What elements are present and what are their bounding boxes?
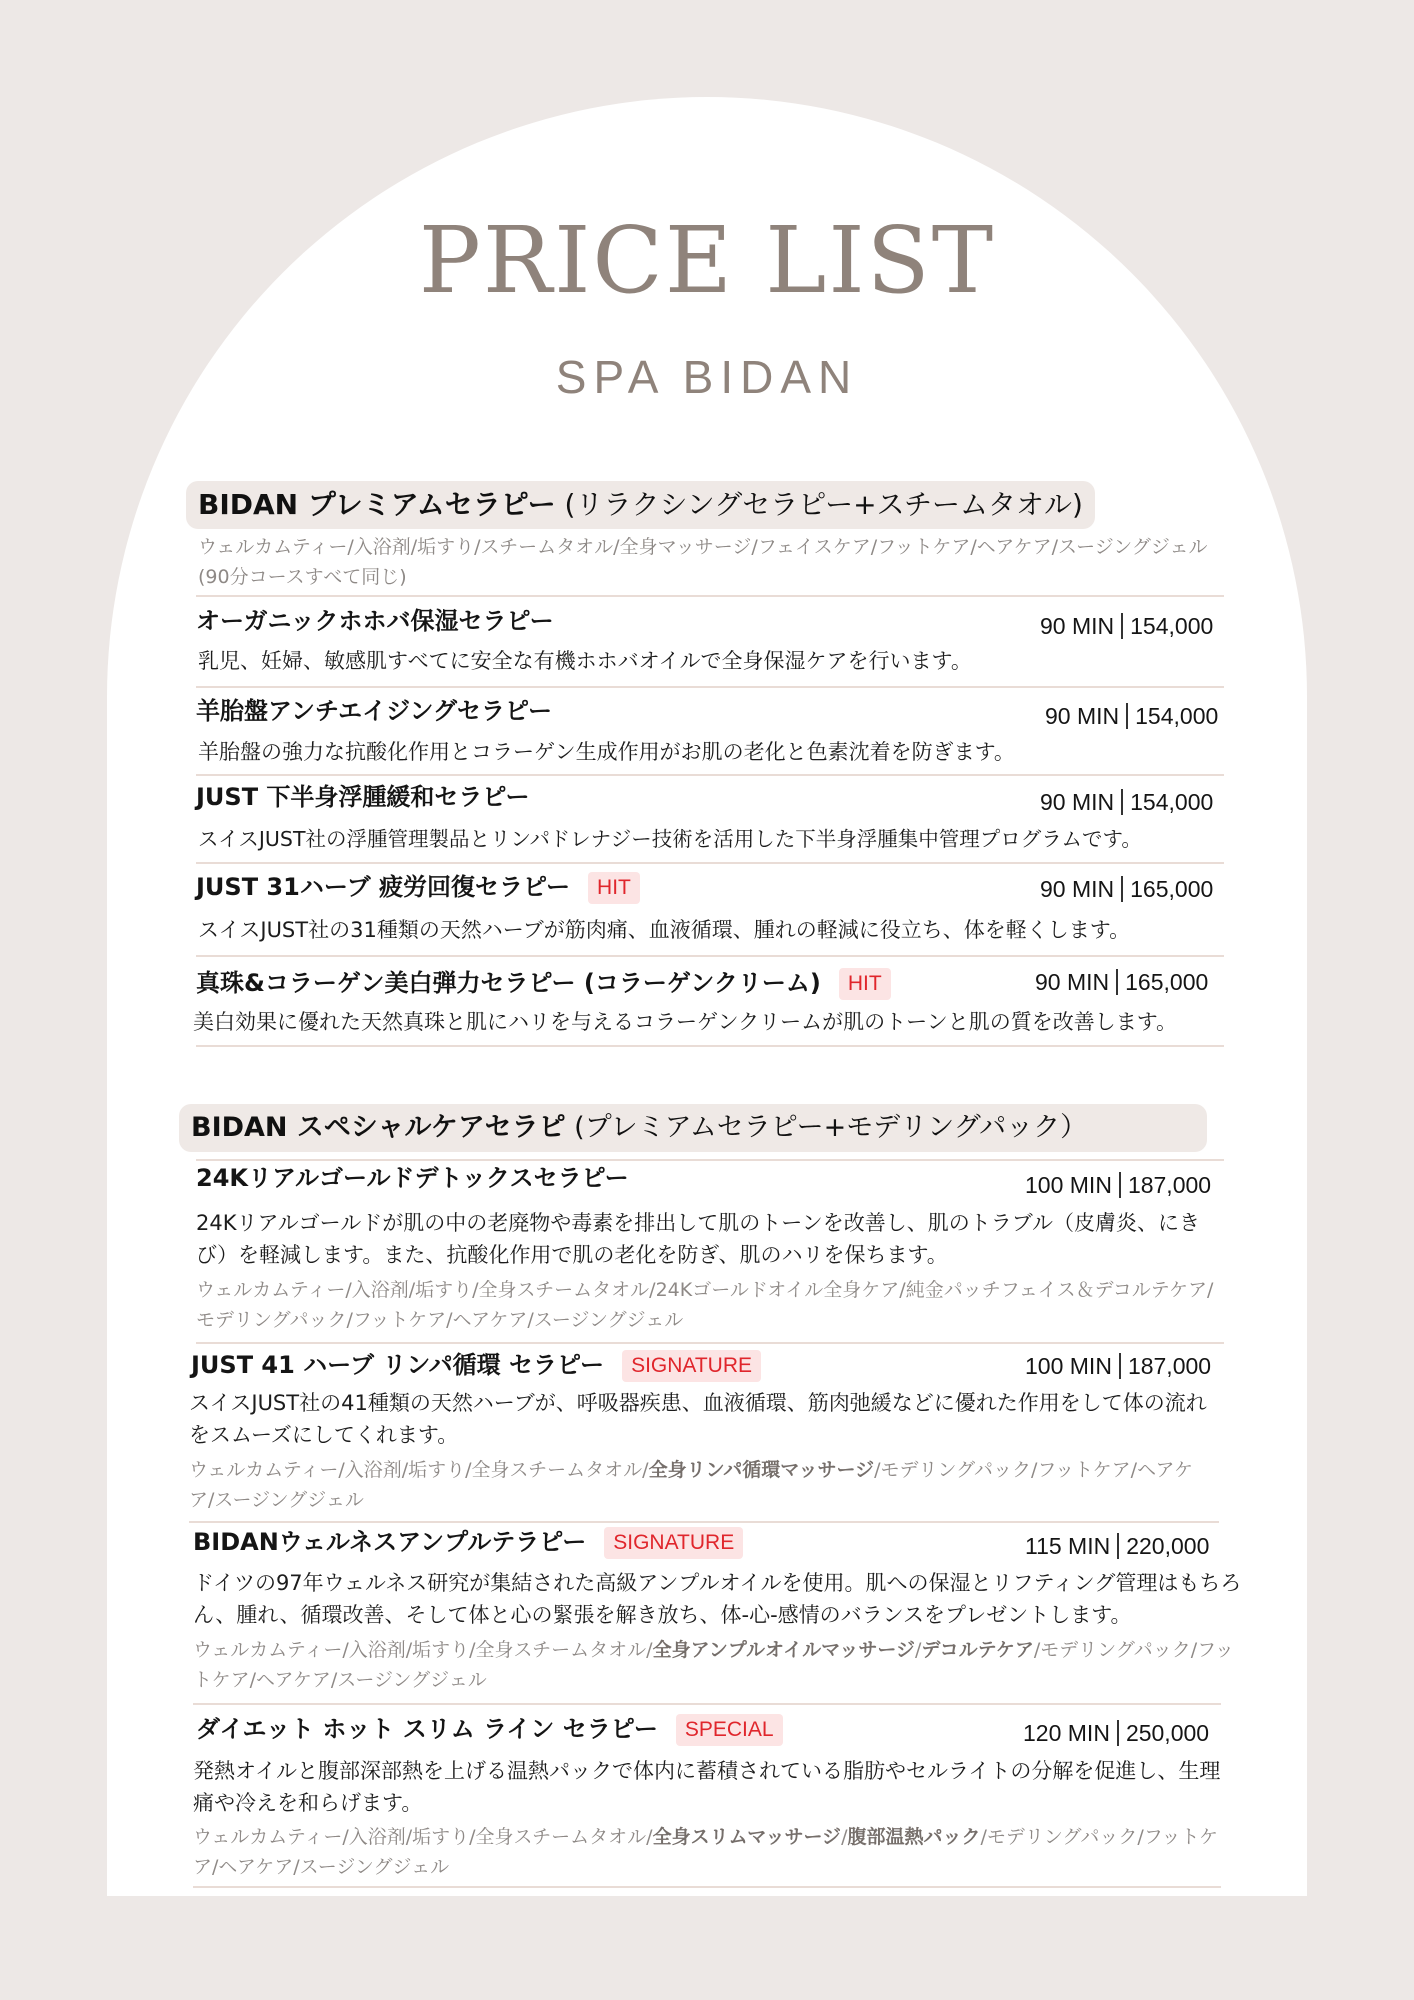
duration: 120 MIN [1023, 1720, 1110, 1746]
includes-highlight: 全身アンプルオイルマッサージ [652, 1639, 915, 1661]
includes-highlight: 全身スリムマッサージ [652, 1826, 842, 1848]
price-value: 165,000 [1125, 969, 1209, 995]
section-includes: ウェルカムティー/入浴剤/垢すり/スチームタオル/全身マッサージ/フェイスケア/フットケア/ヘアケア/スージングジェル (90分コースすべて同じ) [198, 536, 1208, 588]
menu-item-price [1045, 700, 1218, 732]
price-separator [1119, 1172, 1121, 1198]
menu-item-includes: ウェルカムティー/入浴剤/垢すり/全身スチームタオル/24Kゴールドオイル全身ケア/純金パッチフェイス＆デコルテケア/モデリングパック/フットケア/ヘアケア/スージングジェル [196, 1279, 1214, 1331]
duration: 100 MIN [1025, 1172, 1112, 1198]
signature-badge: SIGNATURE [604, 1527, 743, 1559]
divider [196, 686, 1224, 688]
menu-item-price [1035, 966, 1208, 998]
divider [196, 1045, 1224, 1047]
includes-highlight: デコルテケア [921, 1639, 1034, 1661]
divider [193, 1886, 1221, 1888]
menu-item-name: オーガニックホホバ保湿セラピー [196, 607, 554, 635]
price-value: 187,000 [1127, 1172, 1212, 1198]
price-value: 187,000 [1127, 1353, 1212, 1379]
section-heading-premium [186, 481, 1095, 529]
includes-text: / [841, 1826, 848, 1848]
menu-item-includes [189, 1455, 1209, 1515]
menu-item-name [196, 1712, 783, 1746]
duration: 90 MIN [1040, 876, 1115, 902]
divider [196, 862, 1224, 864]
menu-item-name: 24Kリアルゴールドデトックスセラピー [196, 1164, 629, 1192]
menu-item-name: JUST 下半身浮腫緩和セラピー [196, 783, 530, 811]
hit-badge: HIT [588, 872, 640, 904]
price-separator [1119, 1353, 1121, 1379]
divider [189, 1521, 1219, 1523]
price-value: 165,000 [1130, 876, 1214, 902]
includes-text: /モデリングパック/フットケア/ヘアケア/スージングジェル [193, 1826, 1219, 1878]
menu-item-price [1025, 1350, 1211, 1382]
duration: 90 MIN [1035, 969, 1110, 995]
price-separator [1117, 1533, 1119, 1559]
includes-highlight: 腹部温熱パック [847, 1826, 981, 1848]
includes-text: ウェルカムティー/入浴剤/垢すり/全身スチームタオル/ [193, 1826, 653, 1848]
duration: 115 MIN [1025, 1533, 1111, 1559]
menu-item-description: 発熱オイルと腹部深部熱を上げる温熱パックで体内に蓄積されている脂肪やセルライトの分解を促進し、生理痛や冷えを和らげます。 [193, 1759, 1221, 1815]
menu-item-price [1040, 610, 1213, 642]
price-separator [1121, 613, 1123, 639]
menu-item-name-text: BIDANウェルネスアンプルテラピー [193, 1528, 587, 1556]
menu-item-name [196, 870, 640, 904]
menu-item-name-text: JUST 41 ハーブ リンパ循環 セラピー [191, 1351, 605, 1379]
includes-text: /モデリングパック/フットケア/ヘアケア/スージングジェル [193, 1639, 1234, 1691]
special-badge: SPECIAL [676, 1714, 783, 1746]
menu-item-description: スイスJUST社の41種類の天然ハーブが、呼吸器疾患、血液循環、筋肉弛緩などに優れた作用をして体の流れをスムーズにしてくれます。 [189, 1391, 1207, 1447]
menu-item-name [193, 1525, 743, 1559]
price-value: 220,000 [1126, 1533, 1210, 1559]
price-value: 250,000 [1125, 1720, 1210, 1746]
menu-item-price [1025, 1169, 1211, 1201]
page-title: PRICE LIST [418, 207, 996, 314]
divider [196, 774, 1224, 776]
menu-item-price [1040, 786, 1213, 818]
divider [196, 595, 1224, 597]
menu-item-name [196, 966, 891, 1000]
includes-text: /モデリングパック/フットケア/ヘアケア/スージングジェル [189, 1459, 1193, 1511]
price-separator [1116, 969, 1118, 995]
menu-item-name-text: 真珠&コラーゲン美白弾力セラピー (コラーゲンクリーム) [196, 969, 821, 997]
hit-badge: HIT [839, 968, 891, 1000]
price-separator [1117, 1720, 1119, 1746]
duration: 90 MIN [1045, 703, 1120, 729]
page-subtitle: SPA BIDAN [555, 351, 859, 403]
divider [193, 1703, 1221, 1705]
menu-item-description: 羊胎盤の強力な抗酸化作用とコラーゲン生成作用がお肌の老化と色素沈着を防ぎます。 [198, 740, 1015, 764]
section-heading-bold: BIDAN スペシャルケアセラピ [191, 1112, 566, 1143]
menu-item-description: 乳児、妊婦、敏感肌すべてに安全な有機ホホバオイルで全身保湿ケアを行います。 [198, 649, 972, 673]
section-heading-rest: (プレミアムセラピー+モデリングパック） [565, 1112, 1088, 1143]
menu-item-price [1023, 1717, 1209, 1749]
includes-highlight: 全身リンパ循環マッサージ [648, 1459, 875, 1481]
menu-item-name-text: ダイエット ホット スリム ライン セラピー [196, 1715, 658, 1743]
menu-item-description: ドイツの97年ウェルネス研究が集結された高級アンプルオイルを使用。肌への保湿とリフティング管理はもちろん、腫れ、循環改善、そして体と心の緊張を解き放ち、体-心-感情のバランスをプレゼントします。 [193, 1571, 1242, 1627]
signature-badge: SIGNATURE [622, 1350, 761, 1382]
menu-item-description: 美白効果に優れた天然真珠と肌にハリを与えるコラーゲンクリームが肌のトーンと肌の質を改善します。 [193, 1010, 1178, 1034]
price-separator [1126, 703, 1128, 729]
menu-item-name [191, 1348, 761, 1382]
price-separator [1121, 789, 1123, 815]
menu-item-description: スイスJUST社の31種類の天然ハーブが筋肉痛、血液循環、腫れの軽減に役立ち、体を軽くします。 [198, 918, 1131, 942]
duration: 90 MIN [1040, 789, 1115, 815]
price-separator [1121, 876, 1123, 902]
menu-item-name-text: JUST 31ハーブ 疲労回復セラピー [196, 873, 571, 901]
section-heading-rest: (リラクシングセラピー+スチームタオル) [555, 488, 1083, 521]
menu-item-price [1040, 873, 1213, 905]
section-heading-special [179, 1104, 1207, 1152]
price-value: 154,000 [1135, 703, 1219, 729]
price-value: 154,000 [1130, 789, 1214, 815]
menu-item-name: 羊胎盤アンチエイジングセラピー [196, 697, 553, 725]
includes-text: ウェルカムティー/入浴剤/垢すり/全身スチームタオル/ [189, 1459, 649, 1481]
menu-item-price [1025, 1530, 1209, 1562]
divider [196, 1342, 1224, 1344]
menu-item-includes [193, 1635, 1238, 1695]
duration: 100 MIN [1025, 1353, 1112, 1379]
price-value: 154,000 [1130, 613, 1214, 639]
includes-text: ウェルカムティー/入浴剤/垢すり/全身スチームタオル/ [193, 1639, 653, 1661]
includes-text: / [914, 1639, 922, 1661]
menu-item-description: スイスJUST社の浮腫管理製品とリンパドレナジー技術を活用した下半身浮腫集中管理プログラムです。 [198, 827, 1142, 851]
menu-item-includes [193, 1822, 1238, 1882]
menu-item-description: 24Kリアルゴールドが肌の中の老廃物や毒素を排出して肌のトーンを改善し、肌のトラブル（皮膚炎、にきび）を軽減します。また、抗酸化作用で肌の老化を防ぎ、肌のハリを保ちます。 [196, 1211, 1200, 1267]
duration: 90 MIN [1040, 613, 1115, 639]
divider [196, 955, 1224, 957]
section-heading-bold: BIDAN プレミアムセラピー [198, 488, 556, 521]
